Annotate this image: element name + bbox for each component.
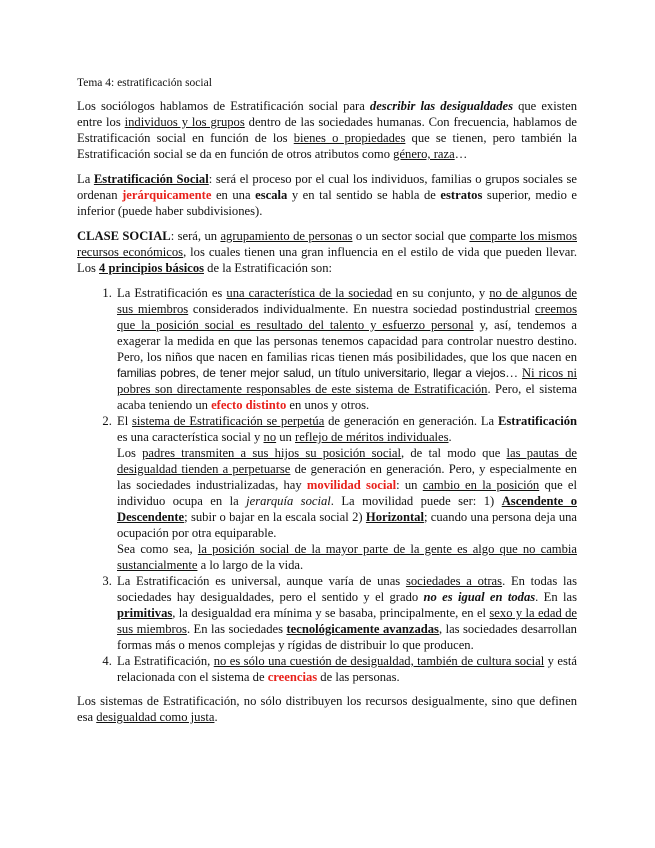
text: un [276,430,295,444]
text: a lo largo de la vida. [197,558,304,572]
underlined-text: la posición social de la mayor parte de la gente es algo que no cambia sustancialmente [117,542,577,572]
text: : será, un [170,229,221,243]
closing-paragraph [77,693,577,725]
underlined-text: desigualdad como justa [96,710,215,724]
text: Los [117,446,143,460]
text: es una característica social y [117,430,264,444]
text: , la desigualdad era mínima y se basaba, principalmente, en el [172,606,490,620]
text: La Estratificación, [117,654,214,668]
text: . En las [535,590,577,604]
text: El [117,414,133,428]
bold-text: estratos [440,188,483,202]
text: . [448,430,452,444]
underlined-text: padres transmiten a sus hijos su posición social [142,446,402,460]
highlight-red: movilidad social [306,478,397,492]
text: : será el proceso por el cual los individuos, familias o grupos sociales se ordenan [77,172,577,202]
bold-underlined-text: tecnológicamente avanzadas [286,622,439,636]
text: . En las sociedades [186,622,287,636]
underlined-text: creemos que la posición social es resultado del talento y esfuerzo personal [117,302,577,332]
text: … [454,147,468,161]
underlined-text: una característica de la sociedad [226,286,393,300]
text: que el individuo ocupa en la [117,478,577,508]
text: considerados individualmente. En nuestra sociedad postindustrial [188,302,536,316]
text: , de tal modo que [401,446,507,460]
italic-text: jerarquía social [246,494,331,508]
term-estratificacion-social: Estratificación Social [93,172,209,186]
bold-underlined-text: 4 principios básicos [99,261,205,275]
definition-estratificacion-paragraph [77,171,577,219]
text: , las sociedades desarrollan formas más o menos complejas y rígidas de distribuir lo que producen. [117,622,577,652]
underlined-text: agrupamiento de personas [220,229,353,243]
underlined-text: género, raza [393,147,455,161]
list-item-paragraph [117,413,577,445]
text: de generación en generación. Pero, y especialmente en las sociedades industrializadas, hay [117,462,577,492]
text: Sea como sea, [117,542,198,556]
emphasis: no es igual en todas [423,590,536,604]
text: . Pero, el sistema acaba teniendo un [117,382,577,412]
text: ; cuando una persona deja una ocupación por otra equiparable. [117,510,577,540]
text: en una [211,188,256,202]
list-item [115,653,577,685]
definition-clase-social-paragraph [77,228,577,276]
underlined-text: no es sólo una cuestión de desigualdad, también de cultura social [213,654,545,668]
text: de la Estratificación son: [204,261,333,275]
text: y está relacionada con el sistema de [117,654,577,684]
text: … [505,366,523,380]
text: . [214,710,218,724]
text: . En todas las sociedades hay desigualdades, pero el sentido y el grado [117,574,577,604]
bold-underlined-text: primitivas [117,606,173,620]
bold-underlined-text: Ascendente o Descendente [117,494,578,524]
emphasis: describir las desigualdades [369,99,513,113]
text: y en tal sentido se habla de [287,188,441,202]
text: Los sistemas de Estratificación, no sólo distribuyen los recursos desigualmente, sino que definen esa [77,694,577,724]
text: de generación en generación. La [324,414,498,428]
text: dentro de las sociedades humanas. Con frecuencia, hablamos de Estratificación social en función de los [77,115,577,145]
underlined-text: las pautas de desigualdad tienden a perpetuarse [117,446,578,476]
underlined-text: sociedades a otras [405,574,503,588]
text: y, así, tendemos a exagerar la medida en que las personas tenemos capacidad para controlar nuestro destino. Pero, los niños que nacen en familias ricas tienen más posibilidades, que los que nacen en [117,318,577,364]
term-clase-social: CLASE SOCIAL [77,229,171,243]
text: superior, medio e inferior (puede haber subdivisiones). [77,188,577,218]
list-item [115,573,577,653]
underlined-text: comparte los mismos recursos económicos [77,229,577,259]
bold-text: Estratificación [497,414,578,428]
text: La Estratificación es [117,286,227,300]
text: en unos y otros. [286,398,370,412]
text: en su conjunto, y [392,286,490,300]
text: que existen entre los [77,99,578,129]
text: La Estratificación es universal, aunque varía de unas [117,574,406,588]
document-title: Tema 4: estratificación social [77,77,212,89]
text: o un sector social que [352,229,470,243]
underlined-text: no [263,430,277,444]
list-item [115,413,577,573]
underlined-text: reflejo de méritos individuales [295,430,449,444]
underlined-text: Ni ricos ni pobres son directamente responsables de este sistema de Estratificación [117,366,577,396]
bold-underlined-text: Horizontal [365,510,424,524]
text: , los cuales tienen una gran influencia en el estilo de vida que pueden llevar. Los [77,245,577,275]
list-item [115,285,577,413]
underlined-text: individuos y los grupos [124,115,245,129]
underlined-text: sistema de Estratificación se perpetúa [132,414,325,428]
underlined-text: bienes o propiedades [293,131,406,145]
text: ; subir o bajar en la escala social 2) [184,510,366,524]
highlight-red: efecto distinto [211,398,287,412]
text: que se tienen, pero también la Estratificación social se da en función de otros atributos como [77,131,577,161]
highlight-red: jerárquicamente [122,188,212,202]
text: La [77,172,94,186]
text: de las personas. [317,670,400,684]
highlight-red: creencias [267,670,318,684]
text: . La movilidad puede ser: 1) [330,494,502,508]
sans-text: familias pobres, de tener mejor salud, un título universitario, llegar a viejos [117,366,506,380]
list-item-paragraph [117,541,577,573]
bold-text: escala [255,188,288,202]
underlined-text: cambio en la posición [422,478,540,492]
text: : un [396,478,423,492]
underlined-text: sexo y la edad de sus miembros [117,606,577,636]
text: Los sociólogos hablamos de Estratificación social para [77,99,370,113]
principles-list [77,285,577,685]
list-item-paragraph [117,445,577,541]
intro-paragraph [77,98,577,162]
underlined-text: no de algunos de sus miembros [117,286,577,316]
